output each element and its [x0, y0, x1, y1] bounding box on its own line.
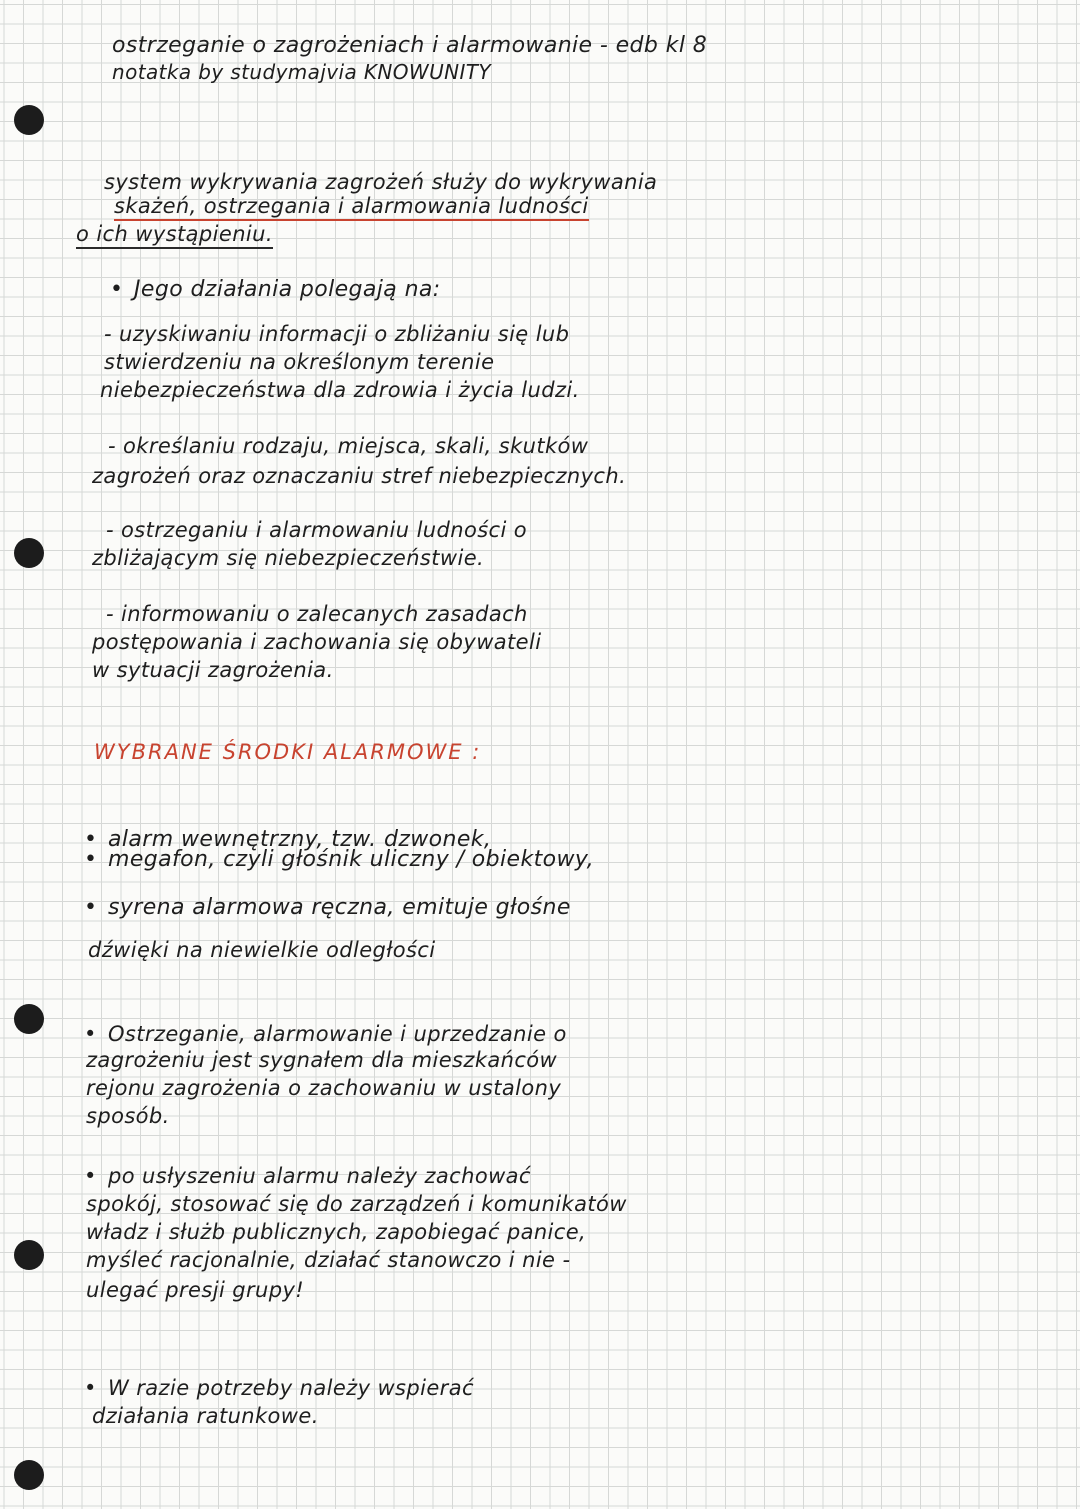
actions-item-line: w sytuacji zagrożenia. [92, 658, 334, 682]
actions-item-line: - uzyskiwaniu informacji o zbliżaniu się lub [104, 322, 570, 346]
note-author: notatka by studymajvia KNOWUNITY [112, 60, 492, 84]
actions-item-line: - ostrzeganiu i alarmowaniu ludności o [106, 518, 528, 542]
note-paragraph-line: myśleć racjonalnie, działać stanowczo i nie - [86, 1248, 571, 1272]
alarm-item: • megafon, czyli głośnik uliczny / obiektowy, [84, 847, 594, 872]
actions-item-line: niebezpieczeństwa dla zdrowia i życia ludzi. [100, 378, 580, 402]
actions-intro: • Jego działania polegają na: [110, 277, 441, 302]
definition-line [76, 220, 273, 248]
actions-item-line: zagrożeń oraz oznaczaniu stref niebezpiecznych. [92, 464, 627, 488]
actions-item-line: - określaniu rodzaju, miejsca, skali, skutków [108, 434, 589, 458]
note-paragraph-line: ulegać presji grupy! [86, 1278, 305, 1302]
note-paragraph-line: władz i służb publicznych, zapobiegać panice, [86, 1220, 587, 1244]
note-paragraph-line: • Ostrzeganie, alarmowanie i uprzedzanie o [84, 1022, 567, 1046]
actions-item-line: stwierdzeniu na określonym terenie [104, 350, 495, 374]
definition-line: system wykrywania zagrożeń służy do wykrywania [104, 170, 658, 194]
section-heading: WYBRANE ŚRODKI ALARMOWE : [94, 740, 482, 764]
binder-hole [14, 1240, 44, 1270]
alarm-item-line: dźwięki na niewielkie odległości [88, 938, 436, 962]
note-paragraph-line: spokój, stosować się do zarządzeń i komunikatów [86, 1192, 627, 1216]
note-paragraph-line: zagrożeniu jest sygnałem dla mieszkańców [86, 1048, 558, 1072]
note-paragraph-line: • W razie potrzeby należy wspierać [84, 1376, 474, 1400]
note-title: ostrzeganie o zagrożeniach i alarmowanie - edb kl 8 [112, 33, 708, 58]
note-paragraph-line: rejonu zagrożenia o zachowaniu w ustalony [86, 1076, 562, 1100]
actions-item-line: zbliżającym się niebezpieczeństwie. [92, 546, 485, 570]
binder-hole [14, 105, 44, 135]
note-paragraph-line: sposób. [86, 1104, 170, 1128]
definition-highlight: skażeń, ostrzegania i alarmowania ludności [114, 194, 589, 221]
definition-underlined: o ich wystąpieniu. [76, 222, 273, 249]
alarm-item: • syrena alarmowa ręczna, emituje głośne [84, 895, 571, 920]
binder-hole [14, 1004, 44, 1034]
definition-line [114, 192, 589, 220]
binder-hole [14, 538, 44, 568]
alarm-item: • alarm wewnętrzny, tzw. dzwonek, [84, 827, 492, 852]
note-paragraph-line: działania ratunkowe. [92, 1404, 319, 1428]
actions-item-line: postępowania i zachowania się obywateli [92, 630, 542, 654]
binder-hole [14, 1460, 44, 1490]
note-paragraph-line: • po usłyszeniu alarmu należy zachować [84, 1164, 531, 1188]
actions-item-line: - informowaniu o zalecanych zasadach [106, 602, 528, 626]
